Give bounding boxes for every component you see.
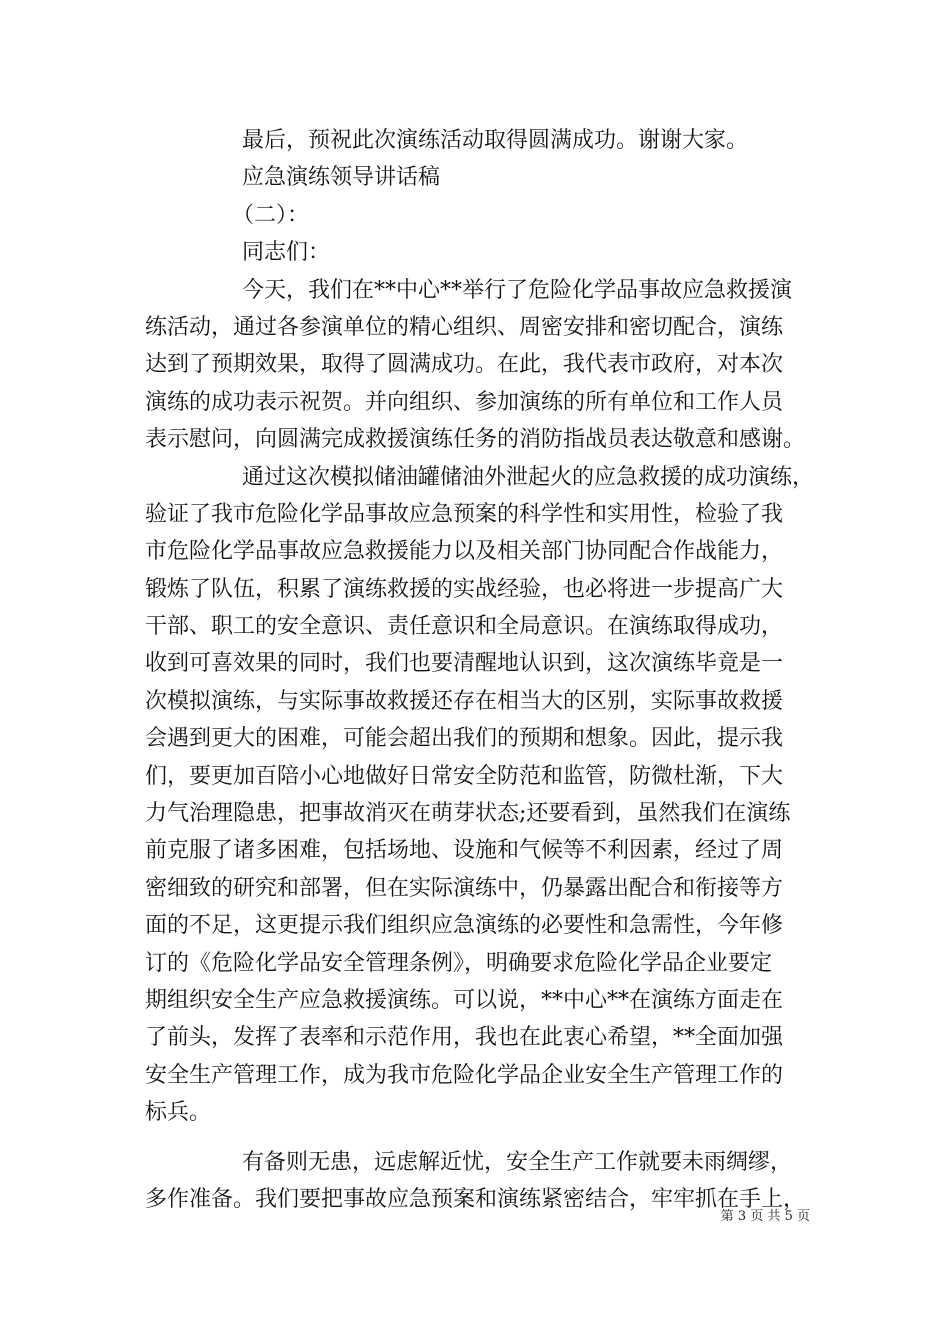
paragraph-2-line: 市危险化学品事故应急救援能力以及相关部门协同配合作战能力， (145, 539, 784, 565)
paragraph-2-line: 会遇到更大的困难，可能会超出我们的预期和想象。因此，提示我 (145, 726, 784, 752)
salutation: 同志们： (242, 240, 331, 266)
paragraph-2-line: 锻炼了队伍，积累了演练救援的实战经验，也必将进一步提高广大 (145, 576, 784, 602)
paragraph-1-line: 表示慰问，向圆满完成救援演练任务的消防指战员表达敬意和感谢。 (145, 427, 806, 453)
section-number: （二）： (232, 202, 310, 228)
paragraph-2-line: 前克服了诸多困难，包括场地、设施和气候等不利因素，经过了周 (145, 838, 784, 864)
document-body (145, 122, 823, 1218)
paragraph-2-line: 次模拟演练，与实际事故救援还存在相当大的区别，实际事故救援 (145, 688, 784, 714)
paragraph-1-line: 演练的成功表示祝贺。并向组织、参加演练的所有单位和工作人员 (145, 389, 784, 415)
closing-line: 最后，预祝此次演练活动取得圆满成功。谢谢大家。 (242, 128, 749, 153)
paragraph-1-line: 今天，我们在**中心**举行了危险化学品事故应急救援演 (242, 277, 793, 303)
page-number: 第 3 页 共 5 页 (720, 1209, 810, 1224)
paragraph-2-line: 期组织安全生产应急救援演练。可以说，**中心**在演练方面走在 (145, 987, 784, 1013)
paragraph-2-line: 们，要更加百陪小心地做好日常安全防范和监管，防微杜渐，下大 (145, 763, 784, 789)
paragraph-2-line: 验证了我市危险化学品事故应急预案的科学性和实用性，检验了我 (145, 501, 784, 527)
paragraph-2-line: 干部、职工的安全意识、责任意识和全局意识。在演练取得成功， (145, 614, 784, 640)
section-title: 应急演练领导讲话稿 (242, 165, 441, 191)
paragraph-1-line: 达到了预期效果，取得了圆满成功。在此，我代表市政府，对本次 (145, 352, 784, 378)
paragraph-2-line: 力气治理隐患，把事故消灭在萌芽状态;还要看到，虽然我们在演练 (145, 801, 791, 827)
paragraph-2-line: 了前头，发挥了表率和示范作用，我也在此衷心希望，**全面加强 (145, 1025, 784, 1051)
paragraph-gap (145, 1132, 823, 1144)
paragraph-2-line: 订的《危险化学品安全管理条例》，明确要求危险化学品企业要定 (145, 950, 773, 976)
paragraph-3-line: 有备则无患，远虑解近忧，安全生产工作就要未雨绸缪， (242, 1149, 793, 1175)
paragraph-2-line: 安全生产管理工作，成为我市危险化学品企业安全生产管理工作的 (145, 1062, 784, 1088)
paragraph-2-line: 标兵。 (145, 1100, 212, 1126)
paragraph-2-line: 收到可喜效果的同时，我们也要清醒地认识到，这次演练毕竟是一 (145, 651, 784, 677)
paragraph-1-line: 练活动，通过各参演单位的精心组织、周密安排和密切配合，演练 (145, 314, 784, 340)
paragraph-2-line: 密细致的研究和部署，但在实际演练中，仍暴露出配合和衔接等方 (145, 875, 784, 901)
paragraph-2-line: 面的不足，这更提示我们组织应急演练的必要性和急需性，今年修 (145, 913, 784, 939)
paragraph-2-line: 通过这次模拟储油罐储油外泄起火的应急救援的成功演练， (242, 464, 815, 490)
paragraph-3-line: 多作准备。我们要把事故应急预案和演练紧密结合，牢牢抓在手上， (145, 1186, 806, 1212)
